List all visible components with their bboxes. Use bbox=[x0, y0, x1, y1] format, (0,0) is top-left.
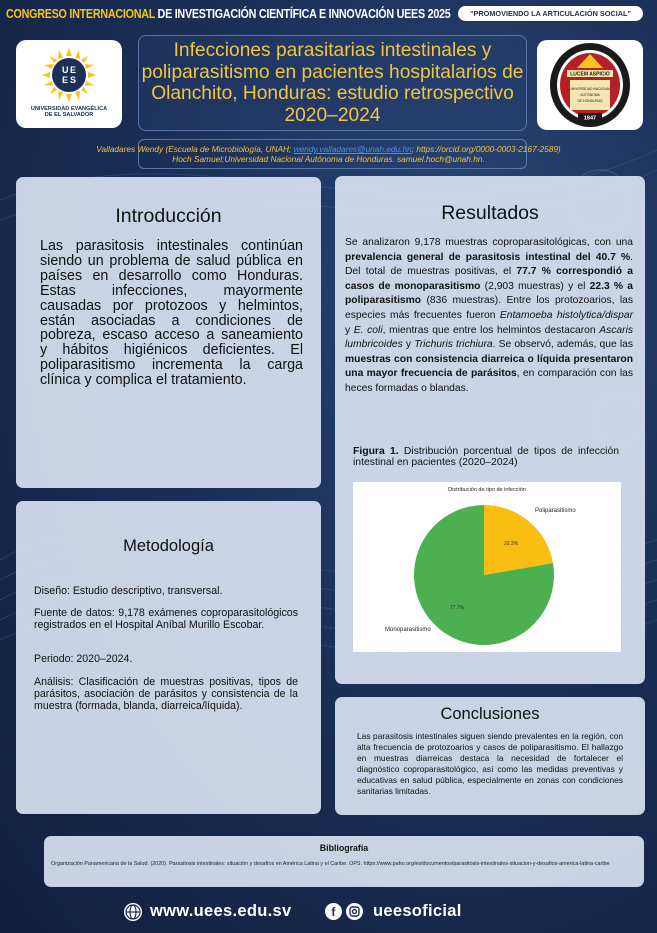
svg-text:S: S bbox=[70, 75, 77, 85]
uees-logo-text: UNIVERSIDAD EVANGÉLICA DE EL SALVADOR bbox=[30, 106, 108, 119]
svg-text:DE HONDURAS: DE HONDURAS bbox=[577, 99, 603, 103]
conference-title-part1: CONGRESO INTERNACIONAL bbox=[6, 7, 155, 21]
svg-text:UNIVERSIDAD NACIONAL: UNIVERSIDAD NACIONAL bbox=[569, 87, 611, 91]
unah-logo bbox=[537, 40, 643, 130]
intro-body: Las parasitosis intestinales continúan siendo un problema de salud pública en países en desarrollo como Honduras. Estas infecciones, mayormente causadas por protozoos y helmintos, están asociadas a condiciones de pobreza, escaso acceso a saneamiento y hábitos higiénicos deficientes. El poliparasitismo incrementa la carga clínica y complica el tratamiento. bbox=[40, 238, 303, 389]
intro-heading: Introducción bbox=[115, 205, 222, 227]
pie-chart bbox=[353, 482, 621, 652]
methods-design: Diseño: Estudio descriptivo, transversal. bbox=[34, 585, 223, 597]
facebook-icon[interactable]: f bbox=[325, 903, 342, 920]
methods-panel bbox=[16, 501, 321, 814]
poster-title-box bbox=[138, 35, 527, 131]
motto-badge: "PROMOVIENDO LA ARTICULACIÓN SOCIAL" bbox=[458, 6, 643, 21]
chart-title: Distribución de tipo de infección bbox=[448, 487, 526, 493]
pie-category-label-monoparasitismo: Monoparasitismo bbox=[385, 627, 431, 633]
methods-period: Periodo: 2020–2024. bbox=[34, 653, 133, 665]
figure-caption: Figura 1. Distribución porcentual de tipos de infección intestinal en pacientes (2020–2024) bbox=[353, 446, 620, 468]
pie-slice-poliparasitismo bbox=[484, 505, 553, 575]
pie-pct-label-poliparasitismo: 22.3% bbox=[503, 540, 519, 547]
bibliography-heading: Bibliografía bbox=[319, 843, 369, 853]
results-body: Se analizaron 9,178 muestras coproparasitológicas, con una prevalencia general de parasitosis intestinal del 40.7 %. Del total de muestras positivas, el 77.7 % correspondió a casos de monoparasitismo (2,903 muestras) y el 22.3 % a poliparasitismo (836 muestras). Entre los protozoarios, las especies más frecuentes fueron Entamoeba histolytica/dispar y E. coli, mientras que entre los helmintos destacaron Ascaris lumbricoides y Trichuris trichiura. Se observó, además, que las muestras con consistencia diarreica o líquida presentaron una mayor frecuencia de parásitos, en comparación con las heces formadas o blandas. bbox=[345, 237, 634, 394]
website-label: www.uees.edu.sv bbox=[150, 902, 292, 920]
author-line-1: Valladares Wendy (Escuela de Microbiología, UNAH; wendy.valladares@unah.edu.hn; https://orcid.org/0000-0003-2167-2589) bbox=[96, 144, 561, 154]
methods-analysis: Análisis: Clasificación de muestras positivas, tipos de parásitos, asociación de parásitos y consistencia de la muestra (formada, blanda, diarreica/líquida). bbox=[34, 676, 298, 712]
svg-text:AUTÓNOMA: AUTÓNOMA bbox=[580, 93, 600, 97]
unah-seal-icon bbox=[537, 40, 643, 130]
conference-title-part2: DE INVESTIGACIÓN CIENTÍFICA E INNOVACIÓN UEES 2025 bbox=[157, 7, 451, 21]
social-handle: ueesoficial bbox=[373, 902, 462, 920]
methods-heading: Metodología bbox=[123, 537, 214, 555]
author-line-2: Hoch Samuel;Universidad Nacional Autónoma de Honduras. samuel.hoch@unah.hn. bbox=[172, 154, 485, 164]
footer-website[interactable] bbox=[124, 902, 291, 921]
results-heading: Resultados bbox=[441, 202, 539, 224]
bibliography-entry: Organización Panamericana de la Salud. (2020). Parasitosis intestinales: situación y desafíos en América Latina y el Caribe. OPS. https://www.paho.org/es/documentos/parasitosis-intestinales-situacion-y-desafios-america-latina-caribe bbox=[51, 861, 610, 867]
pie-category-label-poliparasitismo: Poliparasitismo bbox=[535, 508, 576, 514]
authors bbox=[6, 144, 651, 164]
svg-text:E: E bbox=[70, 65, 77, 75]
poster-title: Infecciones parasitarias intestinales y poliparasitismo en pacientes hospitalarios de Olanchito, Honduras: estudio retrospectivo 2020–2024 bbox=[141, 40, 524, 126]
instagram-icon[interactable] bbox=[346, 903, 363, 920]
results-panel bbox=[335, 176, 645, 684]
conference-title bbox=[6, 7, 450, 21]
conclusions-heading: Conclusiones bbox=[440, 705, 540, 723]
conclusions-body: Las parasitosis intestinales siguen siendo prevalentes en la región, con alta frecuencia de protozoarios y casos de poliparasitismo. El hallazgo en muestras diarreicas destaca la necesidad de fortalecer el diagnóstico coproparasitológico, así como las medidas preventivas y educativas en salud pública, especialmente en zonas con condiciones sanitarias limitadas. bbox=[357, 731, 623, 797]
uees-seal-icon bbox=[16, 40, 122, 106]
globe-icon bbox=[124, 903, 142, 921]
svg-text:LUCEM ASPICIO: LUCEM ASPICIO bbox=[570, 71, 610, 78]
author-email-link[interactable]: wendy.valladares@unah.edu.hn bbox=[293, 144, 412, 154]
footer-social[interactable] bbox=[325, 902, 462, 921]
methods-source: Fuente de datos: 9,178 exámenes coproparasitológicos registrados en el Hospital Aníbal Murillo Escobar. bbox=[34, 607, 298, 631]
svg-text:U: U bbox=[62, 65, 69, 75]
bibliography-panel bbox=[44, 836, 644, 887]
pie-pct-label-monoparasitismo: 77.7% bbox=[449, 605, 465, 612]
conclusions-panel bbox=[335, 697, 645, 815]
svg-text:E: E bbox=[62, 75, 69, 85]
intro-panel bbox=[16, 177, 321, 488]
svg-text:1847: 1847 bbox=[583, 115, 597, 122]
pie-chart-svg bbox=[353, 482, 621, 652]
uees-logo bbox=[16, 40, 122, 128]
